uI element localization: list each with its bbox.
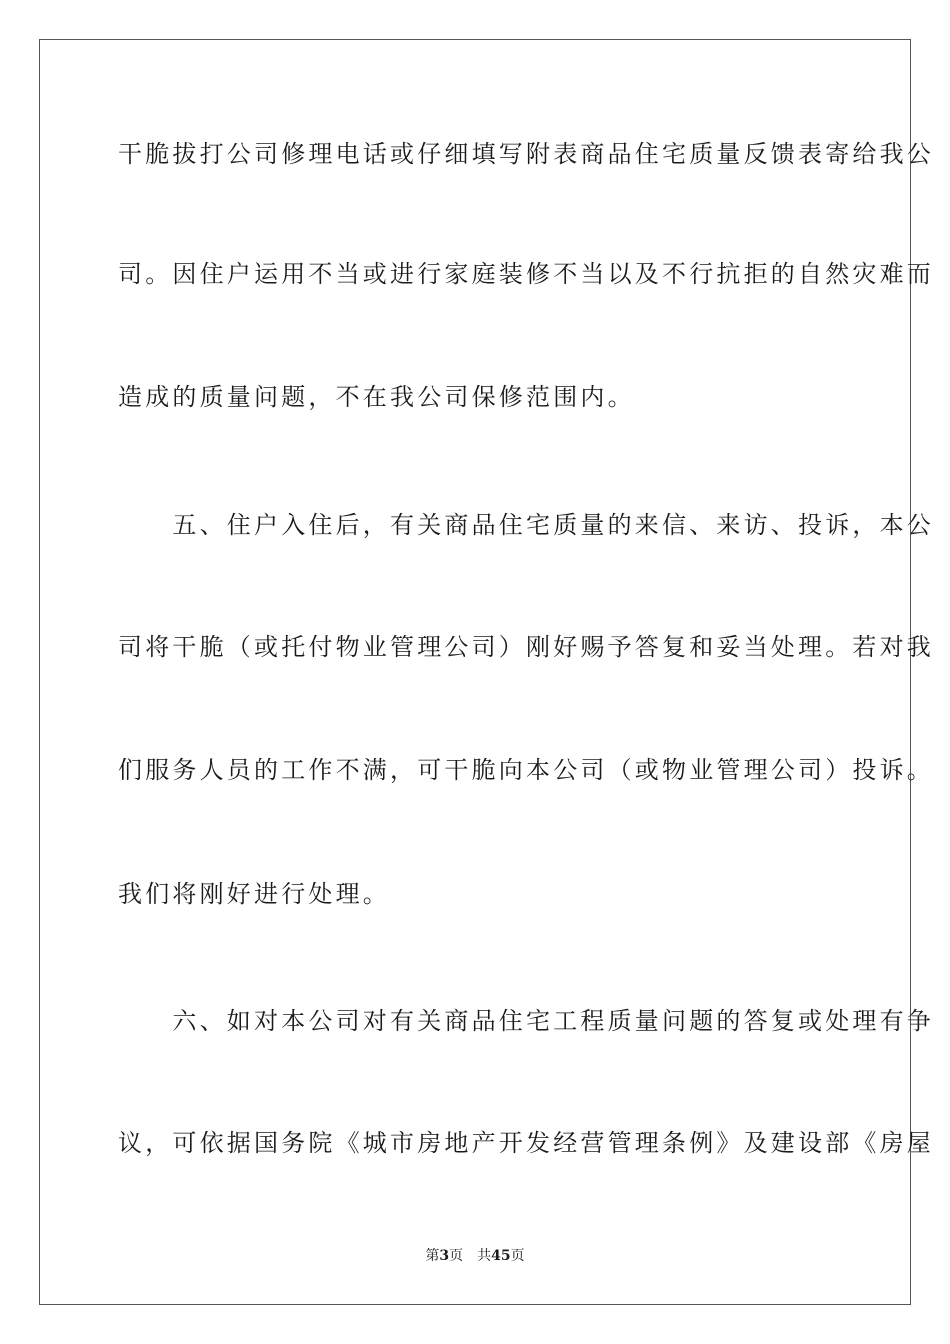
footer-page-suffix: 页 — [449, 1248, 464, 1264]
text-line-7: 我们将刚好进行处理。 — [118, 880, 390, 908]
footer-page-number: 3 — [439, 1248, 450, 1264]
text-line-9: 议，可依据国务院《城市房地产开发经营管理条例》及建设部《房屋 — [118, 1129, 934, 1157]
footer-total-prefix: 共 — [477, 1248, 492, 1264]
text-line-2: 司。因住户运用不当或进行家庭装修不当以及不行抗拒的自然灾难而 — [118, 260, 934, 288]
text-line-5: 司将干脆（或托付物业管理公司）刚好赐予答复和妥当处理。若对我 — [118, 633, 934, 661]
footer-total-pages: 45 — [491, 1248, 511, 1264]
page-footer — [0, 1247, 950, 1265]
footer-page-prefix: 第 — [425, 1248, 440, 1264]
text-line-1: 干脆拔打公司修理电话或仔细填写附表商品住宅质量反馈表寄给我公 — [118, 140, 934, 168]
text-line-3: 造成的质量问题，不在我公司保修范围内。 — [118, 383, 635, 411]
footer-total-suffix: 页 — [510, 1248, 525, 1264]
text-line-8: 六、如对本公司对有关商品住宅工程质量问题的答复或处理有争 — [118, 1007, 934, 1035]
text-line-4: 五、住户入住后，有关商品住宅质量的来信、来访、投诉，本公 — [118, 511, 934, 539]
text-line-6: 们服务人员的工作不满，可干脆向本公司（或物业管理公司）投诉。 — [118, 756, 934, 784]
page-border — [39, 39, 934, 1305]
